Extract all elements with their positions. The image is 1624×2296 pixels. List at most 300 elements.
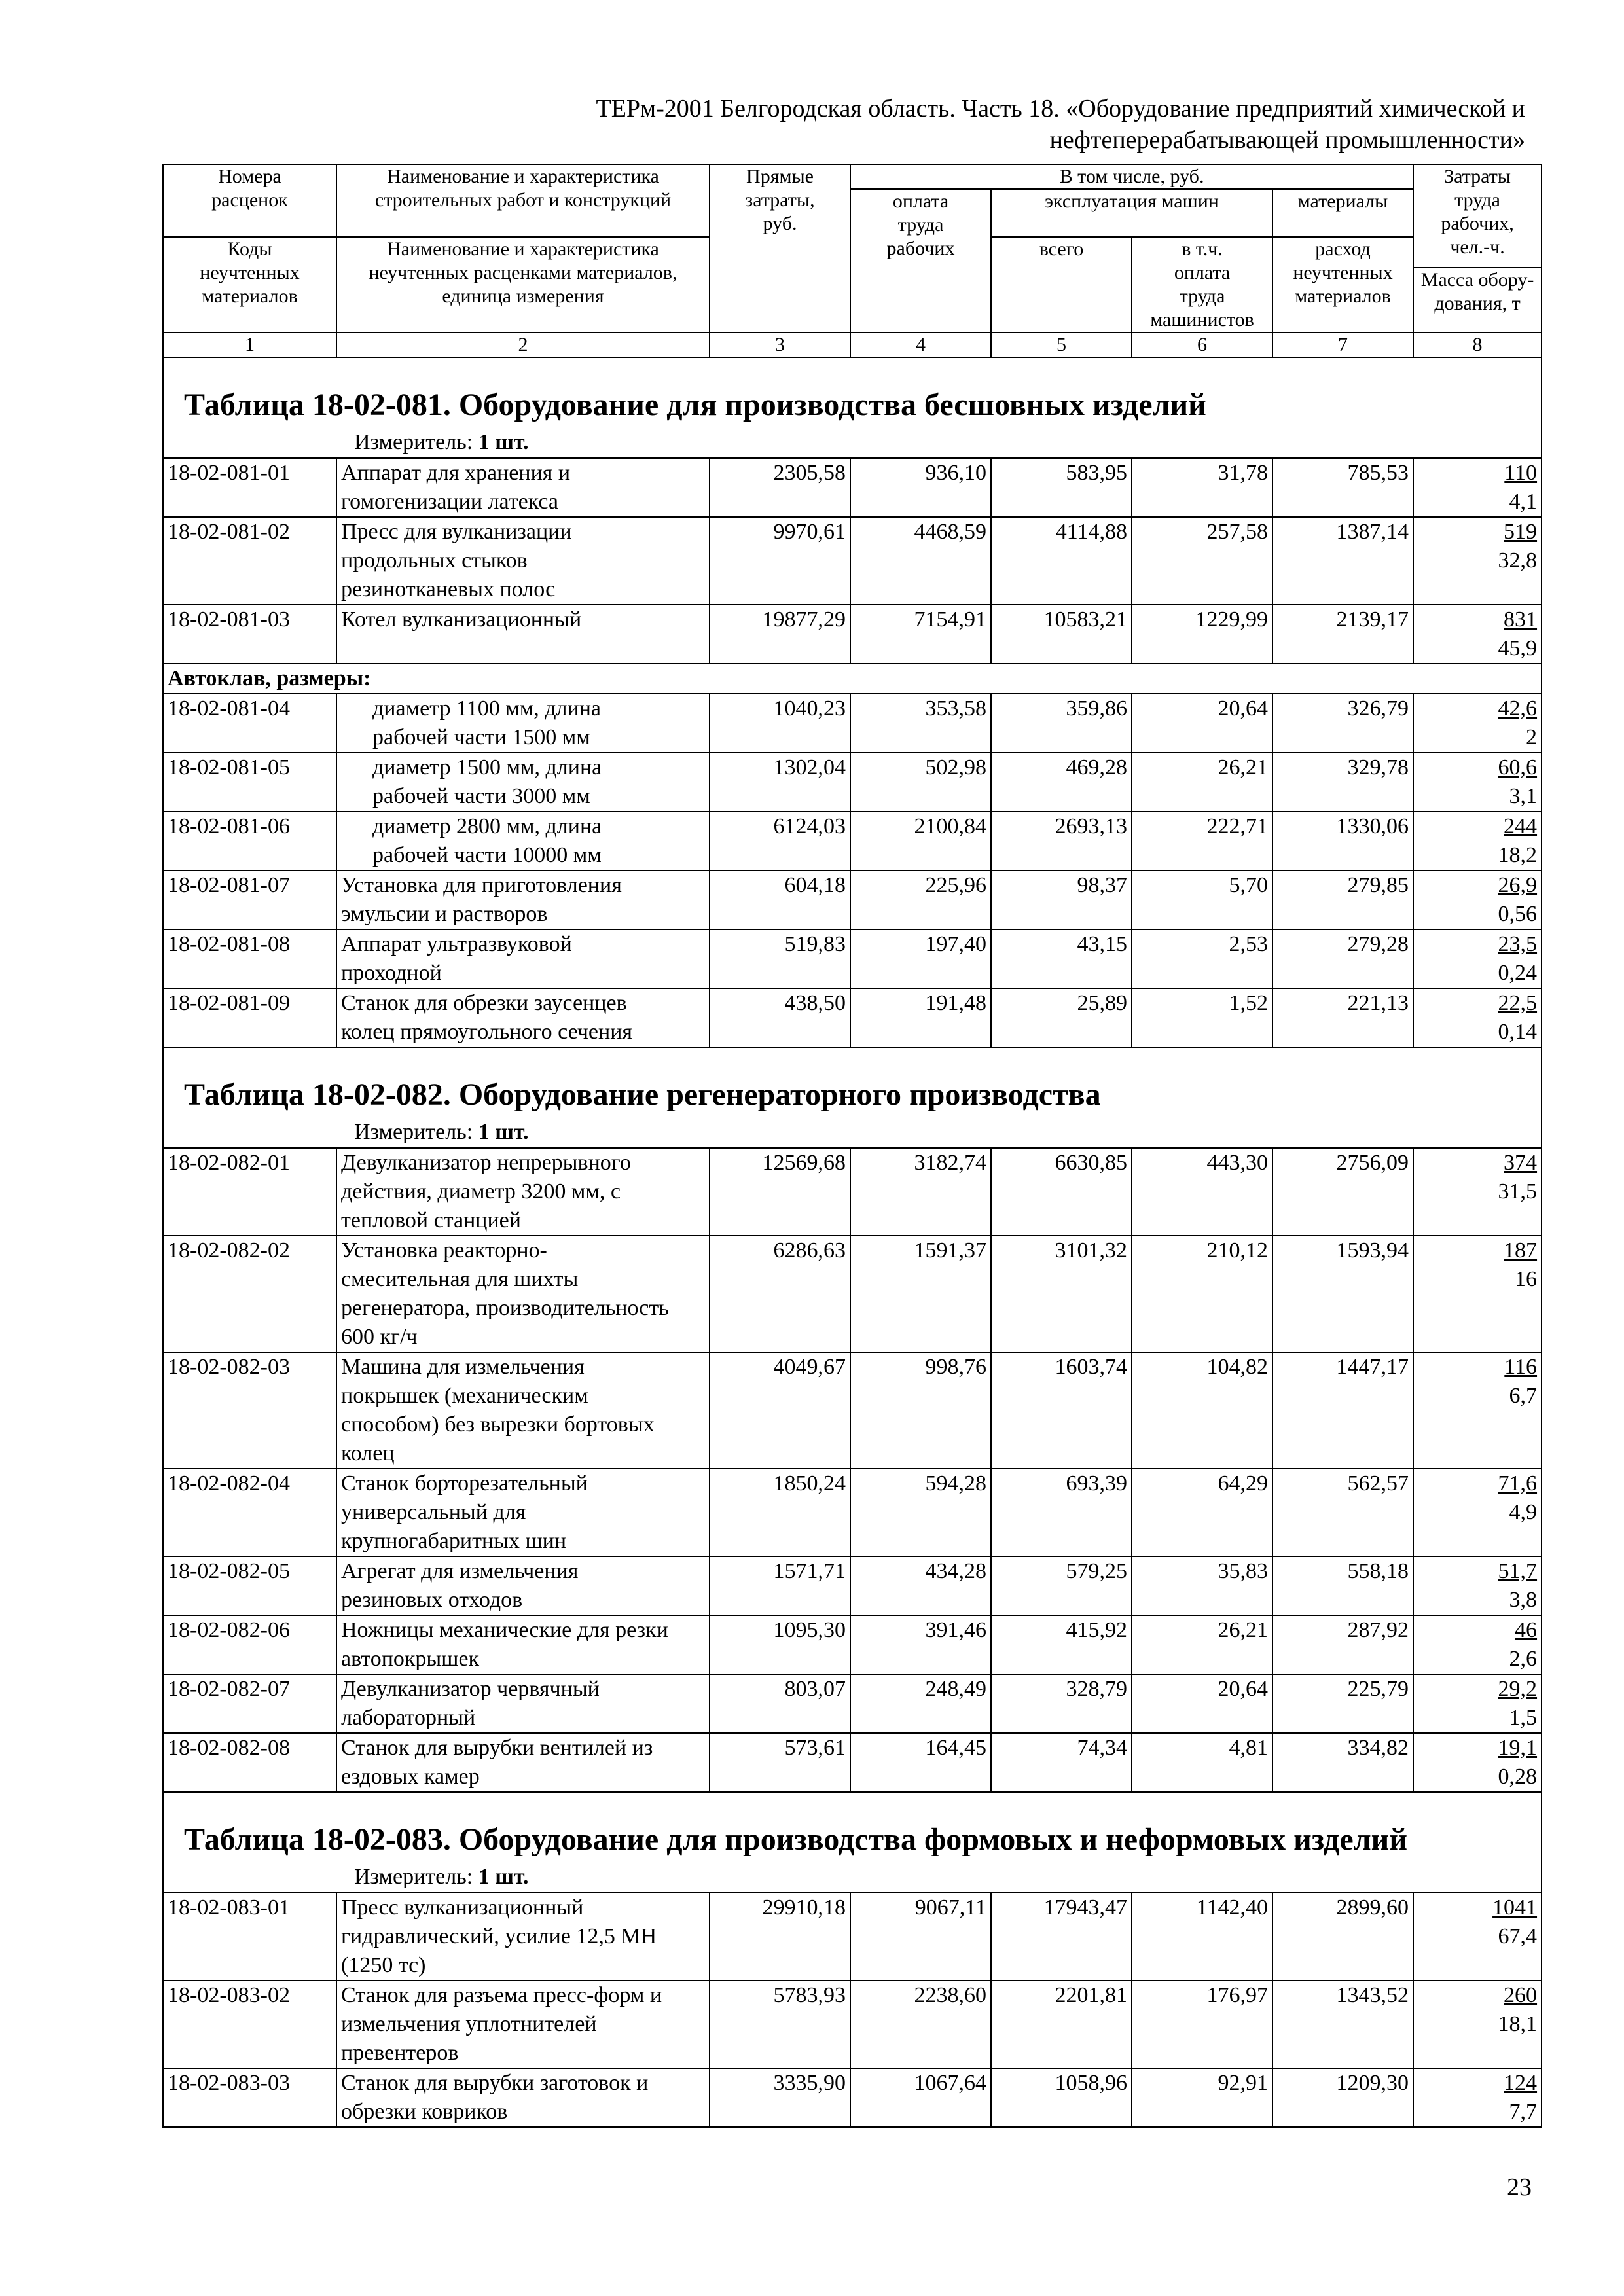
section-title: Таблица 18-02-081. Оборудование для производства бесшовных изделий <box>184 387 1206 422</box>
table-row <box>163 517 1542 605</box>
rate-name <box>336 870 710 929</box>
table-row <box>163 1981 1542 2068</box>
materials-cost: 1447,17 <box>1272 1352 1413 1469</box>
machine-cost: 693,39 <box>991 1469 1132 1556</box>
equipment-mass: 6,7 <box>1509 1384 1538 1408</box>
equipment-mass: 1,5 <box>1509 1706 1538 1730</box>
column-numbers-row <box>163 332 1542 357</box>
labor-hours-and-mass <box>1413 1469 1542 1556</box>
machine-cost: 469,28 <box>991 753 1132 812</box>
materials-cost: 279,28 <box>1272 929 1413 988</box>
rate-code: 18-02-082-03 <box>163 1352 336 1469</box>
section-title: Таблица 18-02-082. Оборудование регенераторного производства <box>184 1077 1101 1112</box>
section-header <box>163 1792 1542 1893</box>
machinist-labor-cost: 20,64 <box>1132 694 1272 753</box>
rate-name-line: Установка для приготовления <box>341 873 622 897</box>
labor-cost: 2238,60 <box>850 1981 991 2068</box>
rate-code: 18-02-082-05 <box>163 1556 336 1615</box>
col-number: 8 <box>1413 332 1542 357</box>
machine-cost: 2201,81 <box>991 1981 1132 2068</box>
document-header <box>458 93 1525 156</box>
labor-hours-and-mass <box>1413 1674 1542 1733</box>
machinist-labor-cost: 1142,40 <box>1132 1893 1272 1981</box>
labor-cost: 936,10 <box>850 458 991 517</box>
labor-hours: 51,7 <box>1498 1559 1538 1583</box>
rate-name-line: Станок для разъема пресс-форм и <box>341 1983 662 2007</box>
labor-cost: 998,76 <box>850 1352 991 1469</box>
rate-code: 18-02-081-02 <box>163 517 336 605</box>
equipment-mass: 0,24 <box>1498 961 1538 985</box>
equipment-mass: 0,28 <box>1498 1765 1538 1789</box>
rate-name <box>336 1615 710 1674</box>
materials-cost: 225,79 <box>1272 1674 1413 1733</box>
subheading-row <box>163 664 1542 694</box>
rate-name-line: резинотканевых полос <box>341 577 556 601</box>
rate-name-line: универсальный для <box>341 1500 526 1524</box>
direct-cost: 803,07 <box>710 1674 850 1733</box>
rate-name-line: 600 кг/ч <box>341 1325 418 1349</box>
direct-cost: 1302,04 <box>710 753 850 812</box>
machine-cost: 415,92 <box>991 1615 1132 1674</box>
machine-cost: 3101,32 <box>991 1236 1132 1352</box>
labor-cost: 7154,91 <box>850 605 991 664</box>
rate-name-line: Пресс вулканизационный <box>341 1895 584 1920</box>
header-row-1 <box>163 164 1542 189</box>
rate-name-line: Станок для обрезки заусенцев <box>341 991 627 1015</box>
rate-name-line: Аппарат ультразвуковой <box>341 932 572 956</box>
equipment-mass: 31,5 <box>1498 1179 1538 1204</box>
direct-cost: 2305,58 <box>710 458 850 517</box>
machine-cost: 10583,21 <box>991 605 1132 664</box>
labor-hours: 187 <box>1504 1238 1538 1263</box>
col3-header: Прямые затраты, руб. <box>710 164 850 332</box>
col-number: 6 <box>1132 332 1272 357</box>
section-header-cell <box>163 357 1542 458</box>
machine-cost: 1603,74 <box>991 1352 1132 1469</box>
rate-code: 18-02-083-02 <box>163 1981 336 2068</box>
direct-cost: 1571,71 <box>710 1556 850 1615</box>
machinist-labor-cost: 35,83 <box>1132 1556 1272 1615</box>
labor-hours-and-mass <box>1413 753 1542 812</box>
labor-cost: 1067,64 <box>850 2068 991 2127</box>
machinist-labor-cost: 31,78 <box>1132 458 1272 517</box>
section-unit <box>168 1863 1537 1892</box>
materials-cost: 1593,94 <box>1272 1236 1413 1352</box>
rate-name-line: крупногабаритных шин <box>341 1529 567 1553</box>
equipment-mass: 0,56 <box>1498 902 1538 926</box>
rate-name-line: рабочей части 1500 мм <box>372 725 590 749</box>
labor-hours-and-mass <box>1413 1352 1542 1469</box>
equipment-mass: 3,8 <box>1509 1588 1538 1612</box>
labor-hours: 116 <box>1504 1355 1538 1379</box>
col-number: 5 <box>991 332 1132 357</box>
table-row <box>163 1352 1542 1469</box>
machinist-labor-cost: 20,64 <box>1132 1674 1272 1733</box>
page-number: 23 <box>1507 2174 1532 2201</box>
direct-cost: 6286,63 <box>710 1236 850 1352</box>
materials-cost: 329,78 <box>1272 753 1413 812</box>
rate-name-line: Котел вулканизационный <box>341 607 582 632</box>
table-row <box>163 929 1542 988</box>
machinist-labor-cost: 104,82 <box>1132 1352 1272 1469</box>
machinist-labor-cost: 2,53 <box>1132 929 1272 988</box>
rate-name-line: продольных стыков <box>341 548 528 573</box>
equipment-mass: 7,7 <box>1509 2100 1538 2124</box>
direct-cost: 438,50 <box>710 988 850 1047</box>
labor-hours: 1041 <box>1492 1895 1538 1920</box>
direct-cost: 29910,18 <box>710 1893 850 1981</box>
materials-cost: 1387,14 <box>1272 517 1413 605</box>
table-row <box>163 1236 1542 1352</box>
unit-label: Измеритель: <box>354 1120 473 1144</box>
labor-cost: 9067,11 <box>850 1893 991 1981</box>
rate-name <box>336 517 710 605</box>
labor-hours-and-mass <box>1413 458 1542 517</box>
rate-code: 18-02-082-01 <box>163 1148 336 1236</box>
rate-name <box>336 1352 710 1469</box>
labor-hours-and-mass <box>1413 1148 1542 1236</box>
section-header <box>163 357 1542 458</box>
direct-cost: 12569,68 <box>710 1148 850 1236</box>
machine-cost: 74,34 <box>991 1733 1132 1792</box>
rate-name-line: тепловой станцией <box>341 1208 521 1232</box>
rate-name-line: рабочей части 10000 мм <box>372 843 602 867</box>
section-unit <box>168 1119 1537 1147</box>
rate-name <box>336 1674 710 1733</box>
subheading: Автоклав, размеры: <box>163 664 1542 694</box>
labor-hours: 260 <box>1504 1983 1538 2007</box>
rate-name-line: гомогенизации латекса <box>341 490 558 514</box>
materials-cost: 334,82 <box>1272 1733 1413 1792</box>
rate-code: 18-02-082-02 <box>163 1236 336 1352</box>
col-number: 1 <box>163 332 336 357</box>
rate-name-line: эмульсии и растворов <box>341 902 548 926</box>
machinist-labor-cost: 443,30 <box>1132 1148 1272 1236</box>
col6-header: в т.ч. оплата труда машинистов <box>1132 237 1272 332</box>
labor-cost: 164,45 <box>850 1733 991 1792</box>
col-number: 2 <box>336 332 710 357</box>
direct-cost: 1850,24 <box>710 1469 850 1556</box>
rate-code: 18-02-082-08 <box>163 1733 336 1792</box>
direct-cost: 5783,93 <box>710 1981 850 2068</box>
machine-cost: 359,86 <box>991 694 1132 753</box>
materials-cost: 287,92 <box>1272 1615 1413 1674</box>
labor-hours: 42,6 <box>1498 696 1538 721</box>
materials-cost: 2756,09 <box>1272 1148 1413 1236</box>
col2-top-header: Наименование и характеристика строительных работ и конструкций <box>336 164 710 237</box>
rate-name-line: диаметр 1100 мм, длина <box>372 696 601 721</box>
machinist-labor-cost: 4,81 <box>1132 1733 1272 1792</box>
machines-header: эксплуатация машин <box>991 189 1272 237</box>
materials-cost: 279,85 <box>1272 870 1413 929</box>
labor-hours-and-mass <box>1413 1236 1542 1352</box>
labor-hours: 71,6 <box>1498 1471 1538 1496</box>
rate-name <box>336 1733 710 1792</box>
rate-name-line: ездовых камер <box>341 1765 480 1789</box>
rate-name-line: Установка реакторно- <box>341 1238 547 1263</box>
equipment-mass: 2 <box>1526 725 1538 749</box>
unit-value: 1 шт. <box>478 430 529 454</box>
rate-code: 18-02-081-06 <box>163 812 336 870</box>
rate-name-line: автопокрышек <box>341 1647 480 1671</box>
header-line-2: нефтеперерабатывающей промышленности» <box>1049 126 1525 154</box>
rate-name-line: Пресс для вулканизации <box>341 520 572 544</box>
rate-name-line: лабораторный <box>341 1706 476 1730</box>
col7-header: расход неучтенных материалов <box>1272 237 1413 332</box>
direct-cost: 519,83 <box>710 929 850 988</box>
machinist-labor-cost: 1,52 <box>1132 988 1272 1047</box>
rate-name <box>336 1893 710 1981</box>
labor-cost: 434,28 <box>850 1556 991 1615</box>
rate-name-line: Девулканизатор червячный <box>341 1677 600 1701</box>
materials-cost: 1330,06 <box>1272 812 1413 870</box>
labor-hours: 244 <box>1504 814 1538 838</box>
direct-cost: 4049,67 <box>710 1352 850 1469</box>
equipment-mass: 16 <box>1515 1267 1538 1291</box>
labor-hours-and-mass <box>1413 517 1542 605</box>
table-row <box>163 1674 1542 1733</box>
labor-cost: 197,40 <box>850 929 991 988</box>
rate-name <box>336 1236 710 1352</box>
rate-name-line: колец <box>341 1441 395 1465</box>
col-number: 4 <box>850 332 991 357</box>
section-header-cell <box>163 1792 1542 1893</box>
labor-cost: 2100,84 <box>850 812 991 870</box>
rate-name-line: Девулканизатор непрерывного <box>341 1151 631 1175</box>
rate-name <box>336 1981 710 2068</box>
materials-cost: 785,53 <box>1272 458 1413 517</box>
machinist-labor-cost: 64,29 <box>1132 1469 1272 1556</box>
direct-cost: 6124,03 <box>710 812 850 870</box>
rate-name-line: Станок борторезательный <box>341 1471 588 1496</box>
unit-value: 1 шт. <box>478 1865 529 1889</box>
materials-header: материалы <box>1272 189 1413 237</box>
rate-code: 18-02-081-01 <box>163 458 336 517</box>
rate-name <box>336 1469 710 1556</box>
header-line-1: ТЕРм-2001 Белгородская область. Часть 18. «Оборудование предприятий химической и <box>596 95 1525 122</box>
rate-code: 18-02-083-01 <box>163 1893 336 1981</box>
materials-cost: 562,57 <box>1272 1469 1413 1556</box>
materials-cost: 1343,52 <box>1272 1981 1413 2068</box>
materials-cost: 558,18 <box>1272 1556 1413 1615</box>
labor-cost: 391,46 <box>850 1615 991 1674</box>
table-row <box>163 812 1542 870</box>
direct-cost: 573,61 <box>710 1733 850 1792</box>
labor-cost: 353,58 <box>850 694 991 753</box>
machinist-labor-cost: 5,70 <box>1132 870 1272 929</box>
rate-name-line: Ножницы механические для резки <box>341 1618 668 1642</box>
rate-name <box>336 988 710 1047</box>
rate-code: 18-02-082-04 <box>163 1469 336 1556</box>
machinist-labor-cost: 222,71 <box>1132 812 1272 870</box>
labor-hours: 23,5 <box>1498 932 1538 956</box>
machine-cost: 6630,85 <box>991 1148 1132 1236</box>
rate-name-line: Аппарат для хранения и <box>341 461 571 485</box>
table-row <box>163 1733 1542 1792</box>
equipment-mass: 4,1 <box>1509 490 1538 514</box>
materials-cost: 221,13 <box>1272 988 1413 1047</box>
rate-name <box>336 812 710 870</box>
col5-header: всего <box>991 237 1132 332</box>
rate-name-line: измельчения уплотнителей <box>341 2012 597 2036</box>
rates-table <box>162 164 1542 2128</box>
labor-hours-and-mass <box>1413 1893 1542 1981</box>
rate-name-line: превентеров <box>341 2041 459 2065</box>
direct-cost: 3335,90 <box>710 2068 850 2127</box>
col8-top-header: Затраты труда рабочих, чел.-ч. <box>1413 164 1542 268</box>
rate-name <box>336 1148 710 1236</box>
table-row <box>163 988 1542 1047</box>
labor-hours-and-mass <box>1413 694 1542 753</box>
materials-cost: 1209,30 <box>1272 2068 1413 2127</box>
col8-bottom-header: Масса обору- дования, т <box>1413 268 1542 332</box>
machine-cost: 43,15 <box>991 929 1132 988</box>
labor-hours: 60,6 <box>1498 755 1538 780</box>
section-header <box>163 1047 1542 1148</box>
machine-cost: 4114,88 <box>991 517 1132 605</box>
rate-code: 18-02-082-06 <box>163 1615 336 1674</box>
labor-cost: 225,96 <box>850 870 991 929</box>
rate-name <box>336 1556 710 1615</box>
labor-cost: 248,49 <box>850 1674 991 1733</box>
labor-hours: 22,5 <box>1498 991 1538 1015</box>
rate-name-line: смесительная для шихты <box>341 1267 579 1291</box>
col2-bottom-header: Наименование и характеристика неучтенных расценками материалов, единица измерения <box>336 237 710 332</box>
machine-cost: 98,37 <box>991 870 1132 929</box>
equipment-mass: 45,9 <box>1498 636 1538 660</box>
materials-cost: 326,79 <box>1272 694 1413 753</box>
rate-name-line: Машина для измельчения <box>341 1355 585 1379</box>
labor-hours: 374 <box>1504 1151 1538 1175</box>
direct-cost: 604,18 <box>710 870 850 929</box>
machine-cost: 25,89 <box>991 988 1132 1047</box>
direct-cost: 1095,30 <box>710 1615 850 1674</box>
direct-cost: 1040,23 <box>710 694 850 753</box>
rate-name-line: покрышек (механическим <box>341 1384 588 1408</box>
table-row <box>163 753 1542 812</box>
rate-name-line: регенератора, производительность <box>341 1296 669 1320</box>
rate-name-line: Агрегат для измельчения <box>341 1559 579 1583</box>
section-header-cell <box>163 1047 1542 1148</box>
equipment-mass: 32,8 <box>1498 548 1538 573</box>
labor-cost: 3182,74 <box>850 1148 991 1236</box>
table-row <box>163 605 1542 664</box>
rate-name-line: обрезки ковриков <box>341 2100 508 2124</box>
machine-cost: 1058,96 <box>991 2068 1132 2127</box>
rate-name <box>336 694 710 753</box>
rate-name-line: действия, диаметр 3200 мм, с <box>341 1179 621 1204</box>
machine-cost: 583,95 <box>991 458 1132 517</box>
materials-cost: 2899,60 <box>1272 1893 1413 1981</box>
table-row <box>163 1556 1542 1615</box>
machinist-labor-cost: 26,21 <box>1132 1615 1272 1674</box>
equipment-mass: 18,1 <box>1498 2012 1538 2036</box>
equipment-mass: 3,1 <box>1509 784 1538 808</box>
labor-cost: 1591,37 <box>850 1236 991 1352</box>
rate-name-line: проходной <box>341 961 442 985</box>
equipment-mass: 2,6 <box>1509 1647 1538 1671</box>
labor-hours-and-mass <box>1413 2068 1542 2127</box>
incl-header: В том числе, руб. <box>850 164 1413 189</box>
rate-name-line: Станок для вырубки вентилей из <box>341 1736 653 1760</box>
labor-cost: 191,48 <box>850 988 991 1047</box>
labor-hours: 124 <box>1504 2071 1538 2095</box>
col1-bottom-header: Коды неучтенных материалов <box>163 237 336 332</box>
labor-hours-and-mass <box>1413 1615 1542 1674</box>
labor-hours: 519 <box>1504 520 1538 544</box>
table-row <box>163 2068 1542 2127</box>
labor-hours: 46 <box>1515 1618 1538 1642</box>
unit-label: Измеритель: <box>354 430 473 454</box>
section-unit <box>168 429 1537 457</box>
col-number: 3 <box>710 332 850 357</box>
machinist-labor-cost: 1229,99 <box>1132 605 1272 664</box>
rate-code: 18-02-082-07 <box>163 1674 336 1733</box>
labor-hours-and-mass <box>1413 870 1542 929</box>
labor-hours-and-mass <box>1413 929 1542 988</box>
table-row <box>163 694 1542 753</box>
rate-code: 18-02-081-04 <box>163 694 336 753</box>
labor-hours-and-mass <box>1413 1733 1542 1792</box>
machine-cost: 579,25 <box>991 1556 1132 1615</box>
rate-name-line: диаметр 1500 мм, длина <box>372 755 602 780</box>
col-number: 7 <box>1272 332 1413 357</box>
rate-name-line: диаметр 2800 мм, длина <box>372 814 602 838</box>
labor-hours: 19,1 <box>1498 1736 1538 1760</box>
rate-name-line: гидравлический, усилие 12,5 МН <box>341 1924 657 1948</box>
rate-name-line: резиновых отходов <box>341 1588 523 1612</box>
equipment-mass: 4,9 <box>1509 1500 1538 1524</box>
table-row <box>163 870 1542 929</box>
labor-hours-and-mass <box>1413 1556 1542 1615</box>
rate-name <box>336 458 710 517</box>
rate-name-line: рабочей части 3000 мм <box>372 784 590 808</box>
direct-cost: 19877,29 <box>710 605 850 664</box>
labor-cost: 4468,59 <box>850 517 991 605</box>
table-row <box>163 1615 1542 1674</box>
table-row <box>163 458 1542 517</box>
rate-code: 18-02-081-05 <box>163 753 336 812</box>
machinist-labor-cost: 26,21 <box>1132 753 1272 812</box>
labor-hours: 110 <box>1504 461 1538 485</box>
rate-name-line: способом) без вырезки бортовых <box>341 1412 655 1437</box>
rate-code: 18-02-081-07 <box>163 870 336 929</box>
rate-code: 18-02-083-03 <box>163 2068 336 2127</box>
machinist-labor-cost: 210,12 <box>1132 1236 1272 1352</box>
machine-cost: 17943,47 <box>991 1893 1132 1981</box>
rate-code: 18-02-081-03 <box>163 605 336 664</box>
labor-cost: 594,28 <box>850 1469 991 1556</box>
labor-hours-and-mass <box>1413 605 1542 664</box>
table-row <box>163 1469 1542 1556</box>
equipment-mass: 18,2 <box>1498 843 1538 867</box>
machinist-labor-cost: 257,58 <box>1132 517 1272 605</box>
col1-top-header: Номера расценок <box>163 164 336 237</box>
rate-name <box>336 753 710 812</box>
unit-value: 1 шт. <box>478 1120 529 1144</box>
rate-code: 18-02-081-09 <box>163 988 336 1047</box>
rate-name <box>336 605 710 664</box>
section-title: Таблица 18-02-083. Оборудование для производства формовых и неформовых изделий <box>184 1822 1407 1857</box>
labor-hours: 26,9 <box>1498 873 1538 897</box>
machine-cost: 328,79 <box>991 1674 1132 1733</box>
rate-name <box>336 2068 710 2127</box>
unit-label: Измеритель: <box>354 1865 473 1889</box>
rate-name-line: Станок для вырубки заготовок и <box>341 2071 649 2095</box>
labor-hours: 29,2 <box>1498 1677 1538 1701</box>
direct-cost: 9970,61 <box>710 517 850 605</box>
rate-name-line: (1250 тс) <box>341 1953 426 1977</box>
